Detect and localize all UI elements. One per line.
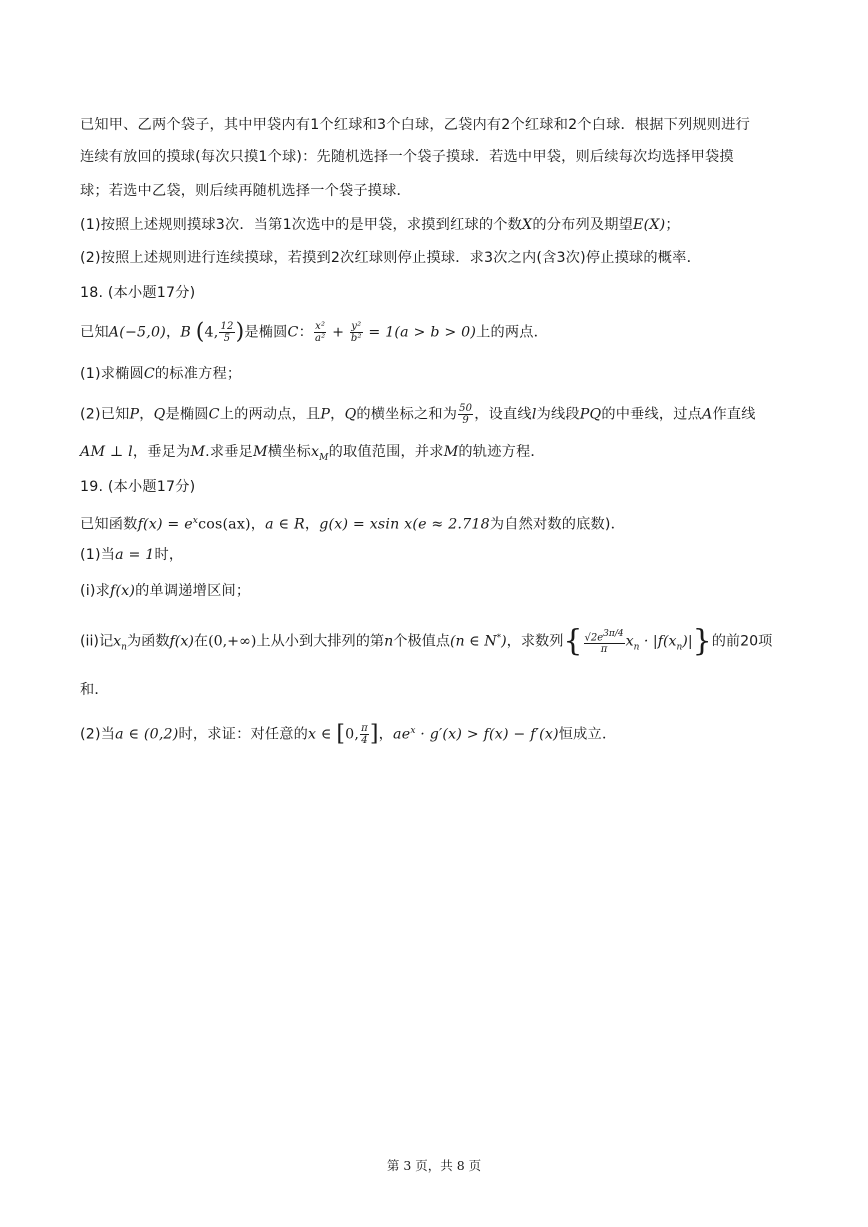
p18-part1: (1)求椭圆C的标准方程； bbox=[80, 366, 242, 382]
p18-line1: 已知A(−5,0)，B (4, $\frac{12}{5}$ )是椭圆C： $\frac{\text{x²}}{\text{a²}}$ + $\frac{\text{y²}}{\text{b²}}$ = 1(a > b > 0)上的两点． bbox=[80, 319, 549, 345]
p19-part2: (2)当a ∈ (0,2)时，求证：对任意的x ∈ [0, $\frac{\pi}{4}$ ]，$ae^x \cdot g'(x) > f(x) - f'(x)$恒成立． bbox=[80, 721, 617, 747]
p19-header: 19. (本小题17分) bbox=[80, 479, 196, 495]
p17-line2: 连续有放回的摸球(每次只摸1个球)：先随机选择一个袋子摸球．若选中甲袋，则后续每次均选择甲袋摸 bbox=[80, 149, 734, 165]
p17-line3: 球；若选中乙袋，则后续再随机选择一个袋子摸球． bbox=[80, 183, 411, 199]
p19-part1-i: (i)求f(x)的单调递增区间； bbox=[80, 583, 251, 599]
p19-part1-ii-cont: 和． bbox=[80, 682, 109, 698]
p19-line1: 已知函数$f(x) = e^x\cos(ax)$，a ∈ R，g(x) = xsin x(e ≈ 2.718为自然对数的底数)． bbox=[80, 516, 626, 533]
p17-part2: (2)按照上述规则进行连续摸球，若摸到2次红球则停止摸球．求3次之内(含3次)停止摸球的概率． bbox=[80, 250, 701, 266]
p17-part1: (1)按照上述规则摸球3次．当第1次选中的是甲袋，求摸到红球的个数X的分布列及期望E(X)； bbox=[80, 217, 680, 233]
p18-part2: (2)已知P，Q是椭圆C上的两动点，且P，Q的横坐标之和为 $\frac{50}{9}$ ，设直线l为线段PQ的中垂线，过点A作直线 bbox=[80, 403, 756, 426]
p17-line1: 已知甲、乙两个袋子，其中甲袋内有1个红球和3个白球，乙袋内有2个红球和2个白球．根据下列规则进行 bbox=[80, 117, 750, 133]
p19-part1: (1)当a = 1时， bbox=[80, 547, 184, 563]
page-footer: 第 3 页，共 8 页 bbox=[386, 1158, 482, 1173]
p18-part2-cont: AM ⊥ l，垂足为M.求垂足M横坐标$x_M$的取值范围，并求M的轨迹方程． bbox=[80, 444, 545, 463]
p18-header: 18. (本小题17分) bbox=[80, 285, 196, 301]
p19-part1-ii: (ii)记$x_n$为函数f(x)在(0,+∞)上从小到大排列的第n个极值点(n ∈ N*)，求数列{ $\frac{√2e^{3\pi/4}}{\pi}$ $x_n \cdot |f(x_n)|$}的前20项 bbox=[80, 623, 773, 659]
